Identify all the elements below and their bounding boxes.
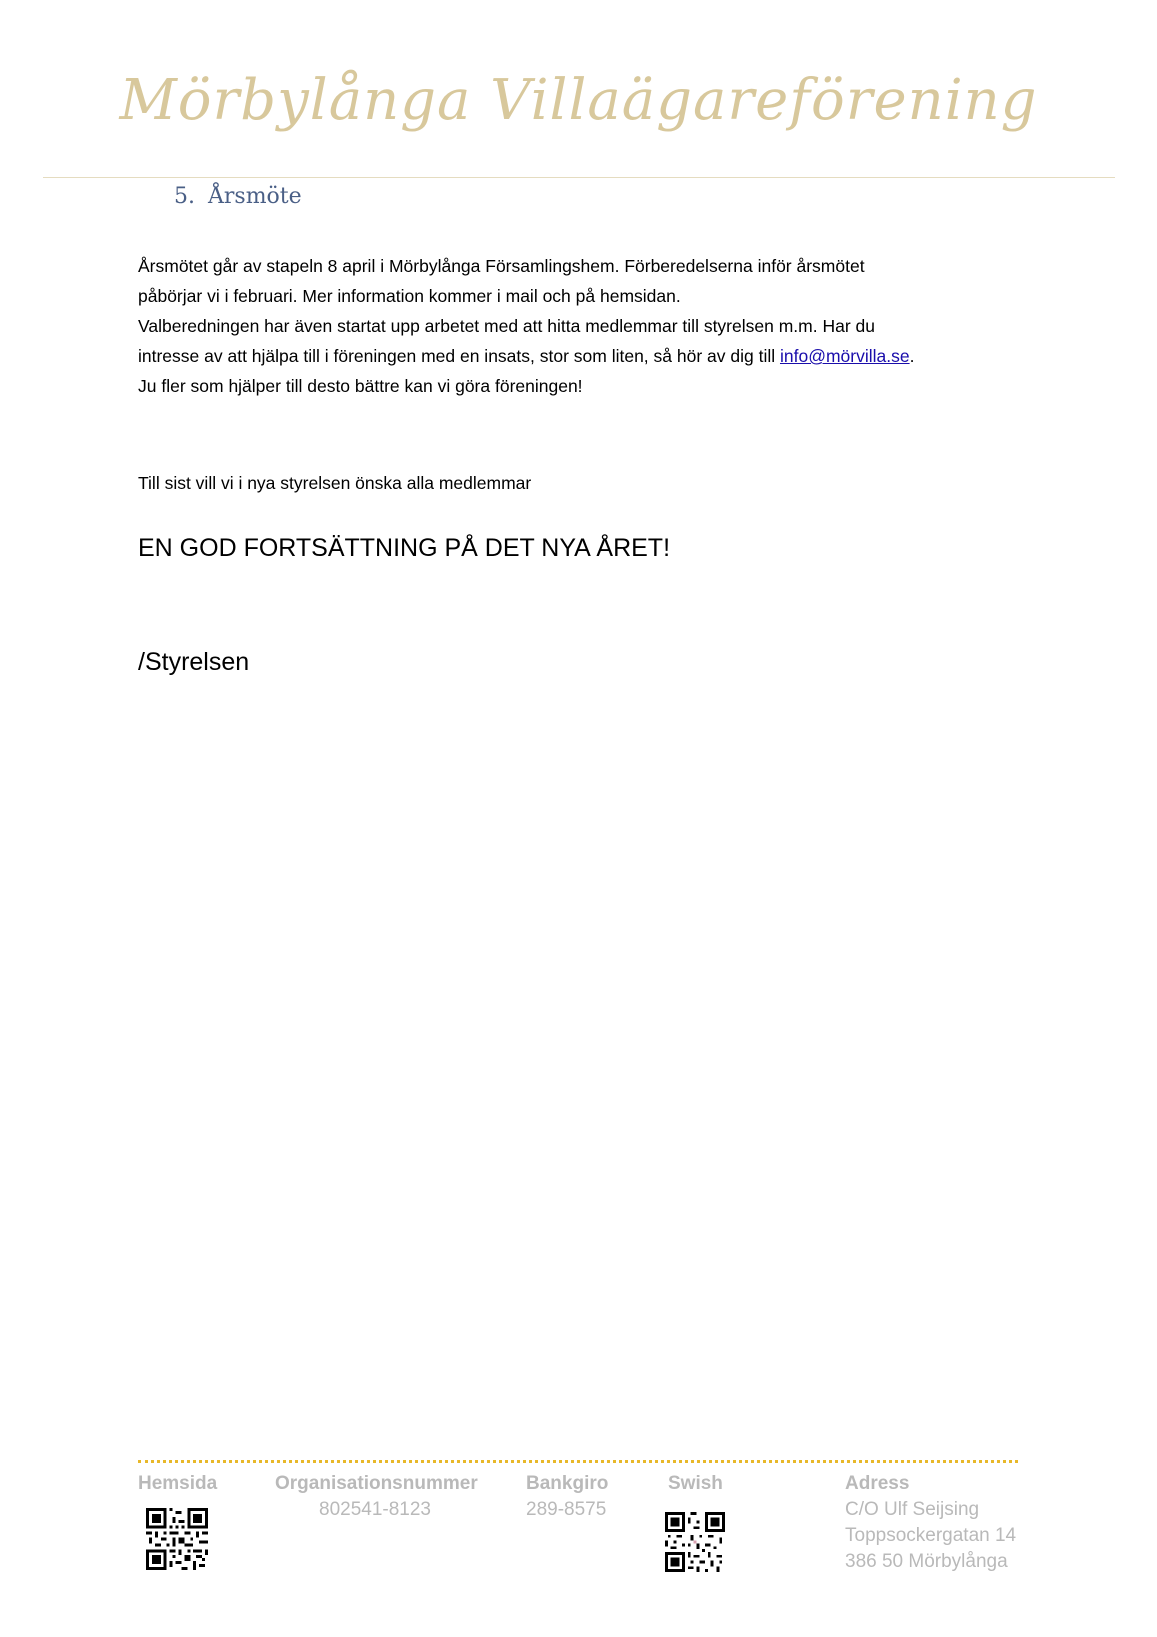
footer-swish bbox=[668, 1471, 723, 1497]
footer-divider bbox=[138, 1460, 1018, 1463]
footer-hemsida bbox=[138, 1471, 217, 1497]
email-link[interactable]: info@mörvilla.se bbox=[779, 346, 910, 366]
section-heading bbox=[174, 184, 302, 209]
footer-adress-label: Adress bbox=[845, 1473, 910, 1494]
qr-code-icon[interactable] bbox=[665, 1512, 725, 1572]
section-title: Årsmöte bbox=[208, 184, 302, 209]
footer-hemsida-label: Hemsida bbox=[138, 1473, 218, 1494]
footer-bankgiro-value: 289-8575 bbox=[526, 1499, 607, 1520]
body-line-punct: . bbox=[909, 346, 915, 366]
qr-code-icon[interactable] bbox=[146, 1508, 208, 1570]
footer-org-label: Organisationsnummer bbox=[275, 1473, 478, 1494]
greeting-headline: EN GOD FORTSÄTTNING PÅ DET NYA ÅRET! bbox=[138, 534, 671, 562]
footer-adress-line: C/O Ulf Seijsing bbox=[845, 1499, 980, 1520]
footer-bankgiro bbox=[526, 1471, 608, 1523]
body-line: Valberedningen har även startat upp arbetet med att hitta medlemmar till styrelsen m.m. Har du bbox=[138, 316, 875, 336]
header-divider bbox=[43, 177, 1115, 178]
body-line bbox=[138, 341, 1038, 371]
footer-swish-label: Swish bbox=[668, 1473, 723, 1494]
body-line: Årsmötet går av stapeln 8 april i Mörbylånga Församlingshem. Förberedelserna inför årsmötet bbox=[138, 256, 865, 276]
footer-adress-line: 386 50 Mörbylånga bbox=[845, 1551, 1008, 1572]
footer-org bbox=[275, 1471, 478, 1523]
footer-adress bbox=[845, 1471, 1016, 1575]
closing-line: Till sist vill vi i nya styrelsen önska alla medlemmar bbox=[138, 473, 532, 493]
footer-adress-line: Toppsockergatan 14 bbox=[845, 1525, 1017, 1546]
section-number: 5. bbox=[174, 184, 195, 209]
body-line-text: intresse av att hjälpa till i föreningen med en insats, stor som liten, så hör av dig till bbox=[138, 346, 780, 366]
footer-org-value: 802541-8123 bbox=[319, 1499, 431, 1520]
body-line: Ju fler som hjälper till desto bättre kan vi göra föreningen! bbox=[138, 376, 583, 396]
footer-bankgiro-label: Bankgiro bbox=[526, 1473, 609, 1494]
body-line: påbörjar vi i februari. Mer information kommer i mail och på hemsidan. bbox=[138, 286, 681, 306]
logo-text: Mörbylånga Villaägareförening bbox=[119, 68, 1038, 133]
signature: /Styrelsen bbox=[138, 648, 250, 676]
body-paragraph bbox=[138, 251, 1038, 401]
